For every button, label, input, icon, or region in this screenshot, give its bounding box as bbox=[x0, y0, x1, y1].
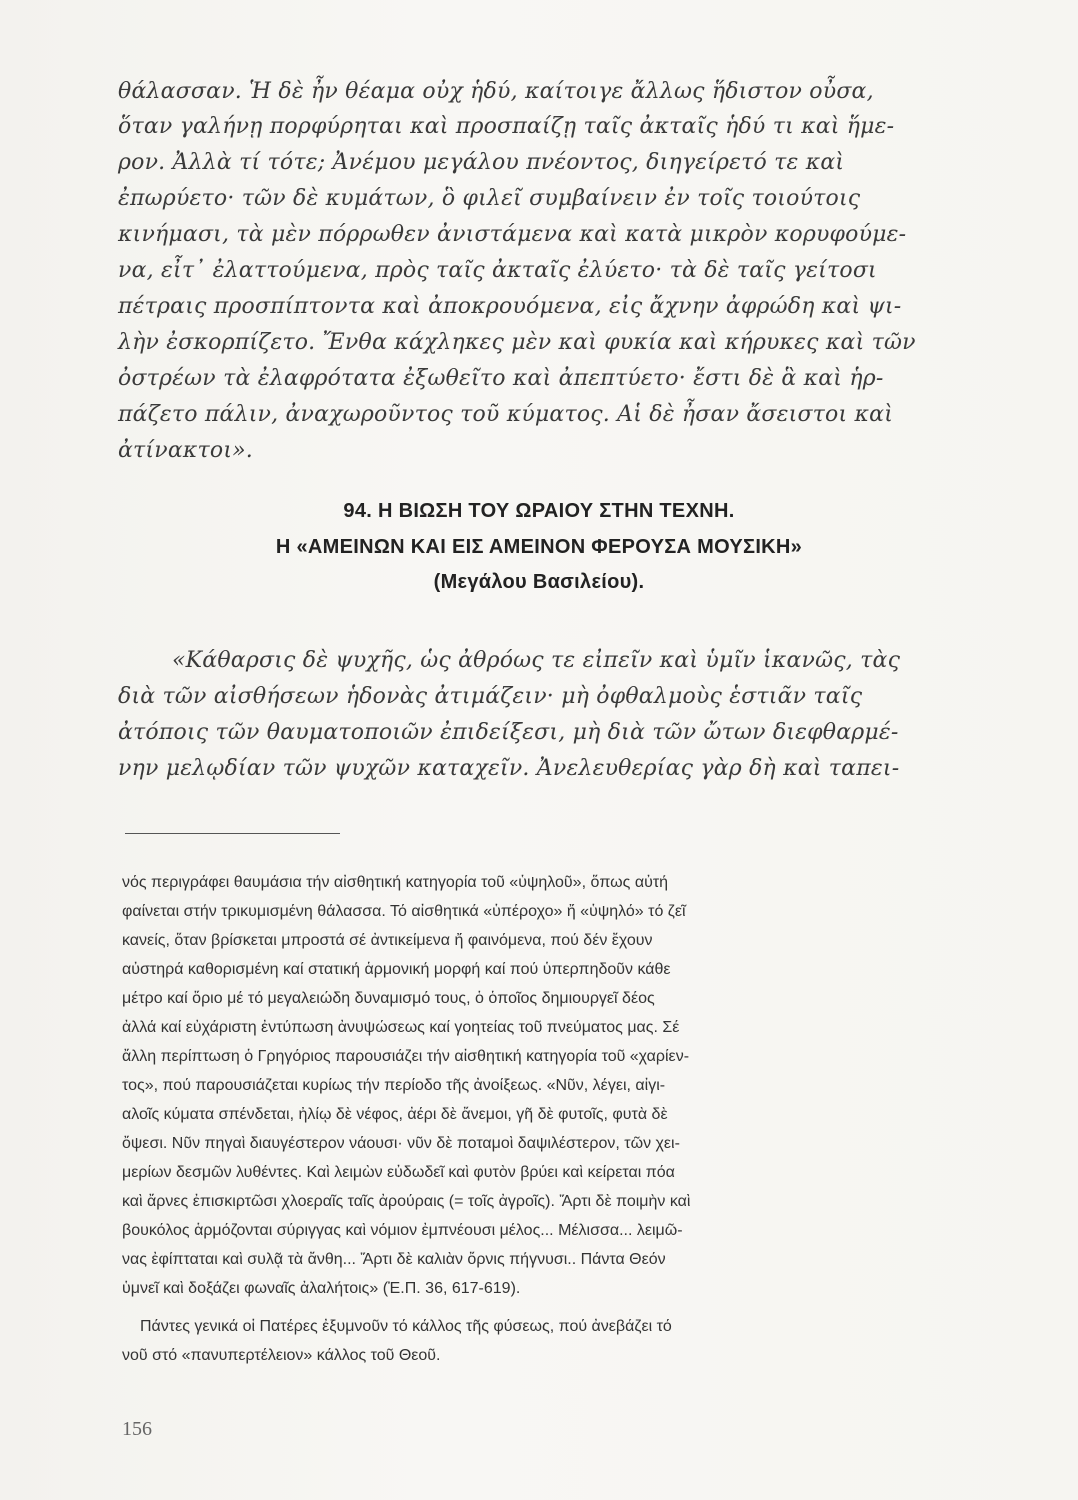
footnote-line: ἀλλά καί εὐχάριστη ἐντύπωση ἀνυψώσεως καί γοητείας τοῦ πνεύματος μας. Σέ bbox=[122, 1019, 680, 1036]
footnote-line: μερίων δεσμῶν λυθέντες. Καὶ λειμὼν εὐδωδεῖ καὶ φυτὸν βρύει καὶ κείρεται πόα bbox=[122, 1164, 675, 1181]
footnote-line: αλοῖς κύματα σπένδεται, ἠλίῳ δὲ νέφος, ἀέρι δὲ ἄνεμοι, γῆ δὲ φυτοῖς, φυτὰ δὲ bbox=[122, 1106, 668, 1123]
body-line: λὴν ἐσκορπίζετο. Ἔνθα κάχληκες μὲν καὶ φυκία καὶ κήρυκες καὶ τῶν bbox=[118, 330, 916, 355]
footnote-line: τος», πού παρουσιάζεται κυρίως τήν περίοδο τῆς ἀνοίξεως. «Νῦν, λέγει, αἰγι- bbox=[122, 1077, 666, 1094]
footnote-line: ὄψεσι. Νῦν πηγαὶ διαυγέστερον νάουσι· νῦν δὲ ποταμοὶ δαψιλέστερον, τῶν χει- bbox=[122, 1135, 680, 1152]
body-line: κινήμασι, τὰ μὲν πόρρωθεν ἀνιστάμενα καὶ κατὰ μικρὸν κορυφούμε- bbox=[118, 222, 907, 247]
footnote-line: αὐστηρά καθορισμένη καί στατική ἁρμονική μορφή καί πού ὑπερπηδοῦν κάθε bbox=[122, 961, 671, 978]
footnote-line: καὶ ἄρνες ἐπισκιρτῶσι χλοεραῖς ταῖς ἀρούραις (= τοῖς ἀγροῖς). Ἄρτι δὲ ποιμὴν καὶ bbox=[122, 1193, 691, 1210]
footnote-line: νός περιγράφει θαυμάσια τήν αἰσθητική κατηγορία τοῦ «ὑψηλοῦ», ὅπως αὐτή bbox=[122, 874, 669, 891]
body-line: ρον. Ἀλλὰ τί τότε; Ἀνέμου μεγάλου πνέοντος, διηγείρετό τε καὶ bbox=[118, 150, 845, 175]
body-line: θάλασσαν. Ἡ δὲ ἦν θέαμα οὐχ ἡδύ, καίτοιγε ἄλλως ἥδιστον οὖσα, bbox=[118, 79, 874, 104]
footnote-line: νοῦ στό «πανυπερτέλειον» κάλλος τοῦ Θεοῦ. bbox=[122, 1347, 441, 1364]
page-number: 156 bbox=[122, 1418, 152, 1440]
footnote-line: κανείς, ὅταν βρίσκεται μπροστά σέ ἀντικείμενα ἤ φαινόμενα, πού δέν ἔχουν bbox=[122, 932, 653, 949]
section-heading-line3: (Μεγάλου Βασιλείου). bbox=[433, 571, 645, 593]
body-line: ὀστρέων τὰ ἐλαφρότατα ἐξωθεῖτο καὶ ἀπεπτύετο· ἔστι δὲ ἃ καὶ ἡρ- bbox=[118, 366, 884, 391]
body-line: ἐπωρύετο· τῶν δὲ κυμάτων, ὃ φιλεῖ συμβαίνειν ἐν τοῖς τοιούτοις bbox=[118, 186, 861, 211]
body-line: ὅταν γαλήνῃ πορφύρηται καὶ προσπαίζῃ ταῖς ἀκταῖς ἡδύ τι καὶ ἥμε- bbox=[118, 114, 895, 139]
body-line: διὰ τῶν αἰσθήσεων ἡδονὰς ἀτιμάζειν· μὴ ὀφθαλμοὺς ἑστιᾶν ταῖς bbox=[118, 684, 863, 709]
section-heading-line1: 94. Η ΒΙΩΣΗ ΤΟΥ ΩΡΑΙΟΥ ΣΤΗΝ ΤΕΧΝΗ. bbox=[343, 500, 735, 522]
section-heading-line2: Η «ΑΜΕΙΝΩΝ ΚΑΙ ΕΙΣ ΑΜΕΙΝΟΝ ΦΕΡΟΥΣΑ ΜΟΥΣΙΚΗ» bbox=[275, 536, 803, 558]
body-line: πέτραις προσπίπτοντα καὶ ἀποκρουόμενα, εἰς ἄχνην ἀφρώδη καὶ ψι- bbox=[118, 294, 902, 319]
footnote-line: ἄλλη περίπτωση ὁ Γρηγόριος παρουσιάζει τήν αἰσθητική κατηγορία τοῦ «χαρίεν- bbox=[122, 1048, 690, 1065]
footnote-separator bbox=[125, 833, 340, 834]
footnote-line: μέτρο καί ὅριο μέ τό μεγαλειώδη δυναμισμό τους, ὁ ὁποῖος δημιουργεῖ δέος bbox=[122, 990, 655, 1007]
footnote-line: Πάντες γενικά οἱ Πατέρες ἐξυμνοῦν τό κάλλος τῆς φύσεως, πού ἀνεβάζει τό bbox=[140, 1318, 672, 1335]
footnote-line: φαίνεται στήν τρικυμισμένη θάλασσα. Τό αἰσθητικά «ὑπέροχο» ἤ «ὑψηλό» τό ζεῖ bbox=[122, 903, 686, 920]
body-line: να, εἶτ᾽ ἐλαττούμενα, πρὸς ταῖς ἀκταῖς ἐλύετο· τὰ δὲ ταῖς γείτοσι bbox=[118, 258, 877, 283]
body-line: ἀτίνακτοι». bbox=[118, 438, 254, 463]
footnote-line: βουκόλος ἁρμόζονται σύριγγας καὶ νόμιον ἐμπνέουσι μέλος... Μέλισσα... λειμῶ- bbox=[122, 1222, 683, 1239]
footnote-line: ὑμνεῖ καὶ δοξάζει φωναῖς ἀλαλήτοις» (Ἐ.Π. 36, 617-619). bbox=[122, 1280, 521, 1297]
body-line: ἀτόποις τῶν θαυματοποιῶν ἐπιδείξεσι, μὴ διὰ τῶν ὤτων διεφθαρμέ- bbox=[118, 720, 899, 745]
body-line: νην μελῳδίαν τῶν ψυχῶν καταχεῖν. Ἀνελευθερίας γὰρ δὴ καὶ ταπει- bbox=[118, 756, 900, 781]
body-line: «Κάθαρσις δὲ ψυχῆς, ὡς ἀθρόως τε εἰπεῖν καὶ ὑμῖν ἱκανῶς, τὰς bbox=[172, 648, 901, 673]
body-line: πάζετο πάλιν, ἀναχωροῦντος τοῦ κύματος. Αἱ δὲ ἦσαν ἄσειστοι καὶ bbox=[118, 402, 894, 427]
footnote-line: νας ἐφίπταται καὶ συλᾷ τὰ ἄνθη... Ἄρτι δὲ καλιὰν ὄρνις πήγνυσι.. Πάντα Θεόν bbox=[122, 1251, 666, 1268]
